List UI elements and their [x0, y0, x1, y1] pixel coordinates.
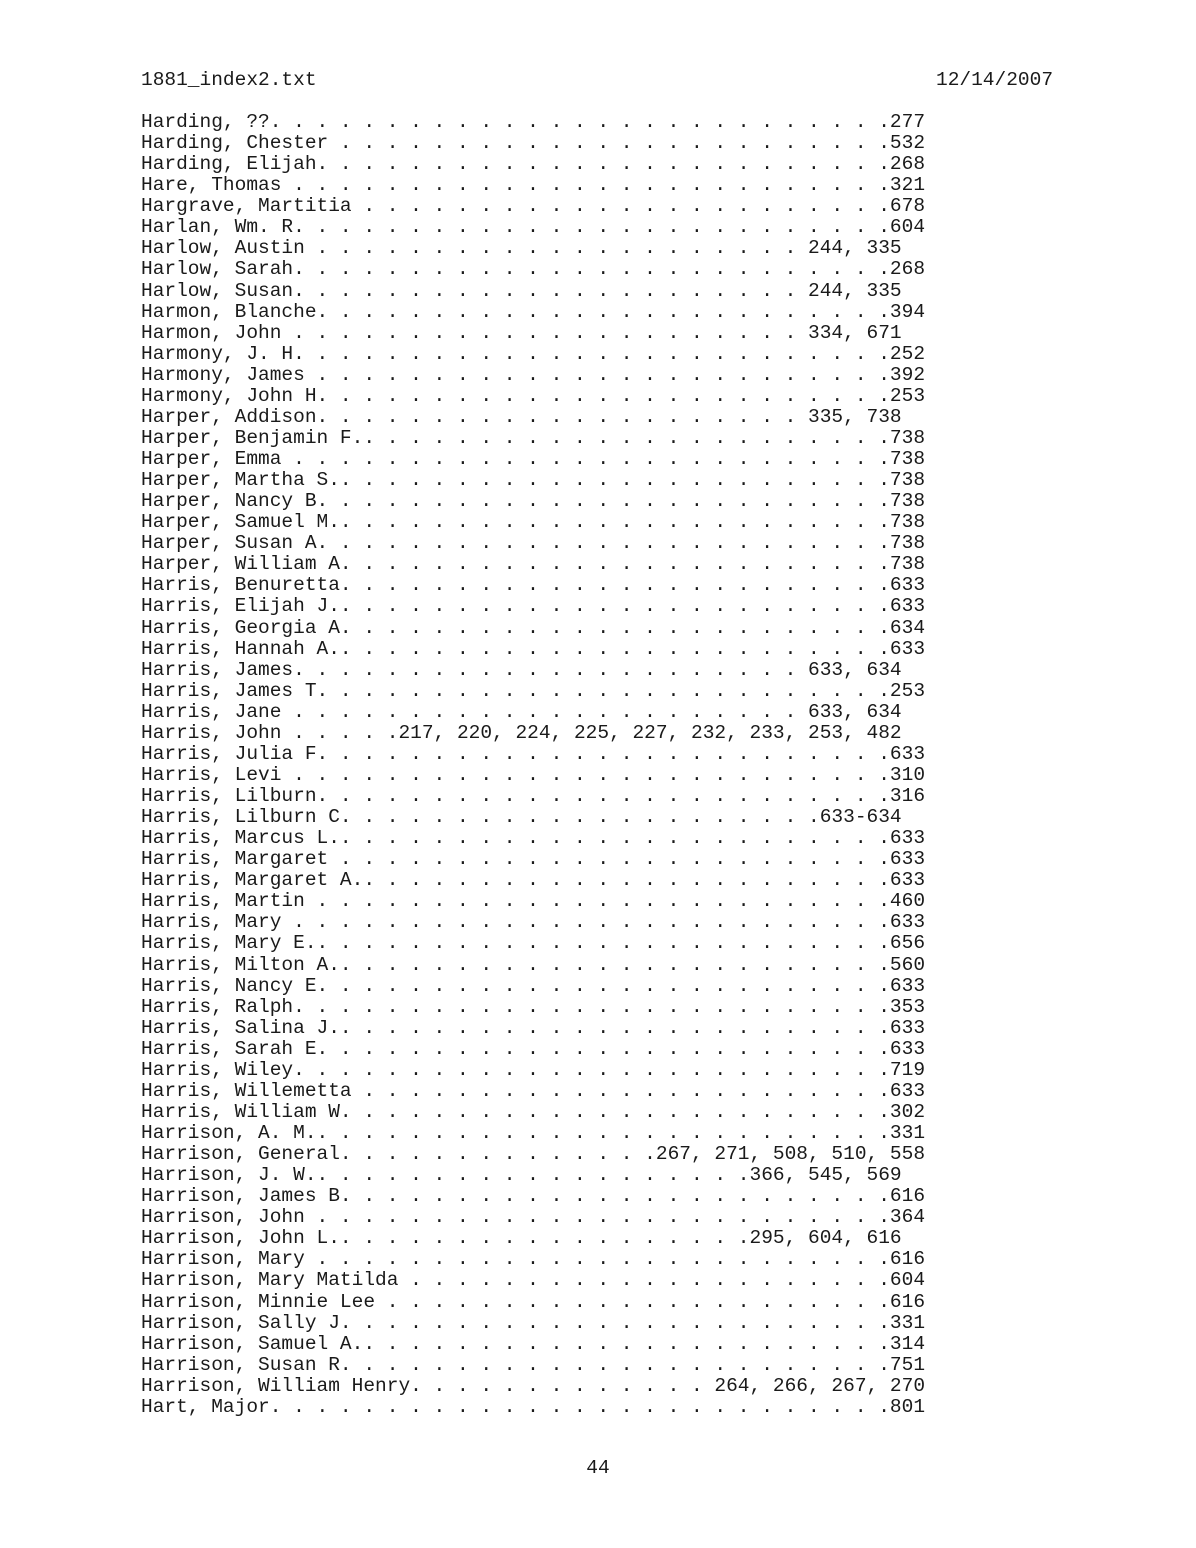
- index-entry: Harlow, Sarah. . . . . . . . . . . . . . . . . . . . . . . . . .268: [141, 258, 926, 281]
- index-entry: Harrison, J. W.. . . . . . . . . . . . . . . . . . .366, 545, 569: [141, 1164, 902, 1187]
- index-entry: Harrison, General. . . . . . . . . . . . . .267, 271, 508, 510, 558: [141, 1143, 926, 1166]
- index-entry: Harris, Sarah E. . . . . . . . . . . . . . . . . . . . . . . . .633: [141, 1037, 926, 1060]
- index-entry: Harris, Jane . . . . . . . . . . . . . . . . . . . . . . 633, 634: [141, 700, 902, 723]
- index-entry: Harrison, John L.. . . . . . . . . . . . . . . . . .295, 604, 616: [141, 1227, 902, 1250]
- index-entry: Harrison, Susan R. . . . . . . . . . . . . . . . . . . . . . . .751: [141, 1353, 926, 1376]
- index-entry: Harris, Nancy E. . . . . . . . . . . . . . . . . . . . . . . . .633: [141, 974, 926, 997]
- index-entry: Harris, Georgia A. . . . . . . . . . . . . . . . . . . . . . . .634: [141, 616, 926, 639]
- index-entry: Harper, William A. . . . . . . . . . . . . . . . . . . . . . . .738: [141, 553, 926, 576]
- index-entry: Harris, William W. . . . . . . . . . . . . . . . . . . . . . . .302: [141, 1100, 926, 1123]
- index-entry: Harrison, William Henry. . . . . . . . . . . . . 264, 266, 267, 270: [141, 1374, 926, 1397]
- index-entry: Harper, Susan A. . . . . . . . . . . . . . . . . . . . . . . . .738: [141, 532, 926, 555]
- index-entry: Harris, Mary . . . . . . . . . . . . . . . . . . . . . . . . . .633: [141, 911, 926, 934]
- index-entry: Harmon, John . . . . . . . . . . . . . . . . . . . . . . 334, 671: [141, 321, 902, 344]
- index-entry: Harris, Milton A.. . . . . . . . . . . . . . . . . . . . . . . .560: [141, 953, 926, 976]
- index-entry: Harper, Benjamin F.. . . . . . . . . . . . . . . . . . . . . . .738: [141, 426, 926, 449]
- index-entry: Harlow, Austin . . . . . . . . . . . . . . . . . . . . . 244, 335: [141, 237, 902, 260]
- index-entry: Harris, Mary E.. . . . . . . . . . . . . . . . . . . . . . . . .656: [141, 932, 926, 955]
- index-entry: Harlan, Wm. R. . . . . . . . . . . . . . . . . . . . . . . . . .604: [141, 216, 926, 239]
- index-entry: Harris, Margaret . . . . . . . . . . . . . . . . . . . . . . . .633: [141, 848, 926, 871]
- index-entry: Harris, Marcus L.. . . . . . . . . . . . . . . . . . . . . . . .633: [141, 827, 926, 850]
- index-entry: Harrison, Samuel A.. . . . . . . . . . . . . . . . . . . . . . .314: [141, 1332, 926, 1355]
- index-entry: Harris, Julia F. . . . . . . . . . . . . . . . . . . . . . . . .633: [141, 742, 926, 765]
- index-entry: Hargrave, Martitia . . . . . . . . . . . . . . . . . . . . . . .678: [141, 195, 926, 218]
- index-entry: Harding, ??. . . . . . . . . . . . . . . . . . . . . . . . . . .277: [141, 111, 926, 133]
- index-entry: Harris, James. . . . . . . . . . . . . . . . . . . . . . 633, 634: [141, 658, 902, 681]
- index-entry: Harper, Nancy B. . . . . . . . . . . . . . . . . . . . . . . . .738: [141, 490, 926, 513]
- index-entry: Harrison, Mary Matilda . . . . . . . . . . . . . . . . . . . . .604: [141, 1269, 926, 1292]
- index-entry: Harper, Samuel M.. . . . . . . . . . . . . . . . . . . . . . . .738: [141, 511, 926, 534]
- index-entry: Hare, Thomas . . . . . . . . . . . . . . . . . . . . . . . . . .321: [141, 174, 926, 197]
- index-entry: Hart, Major. . . . . . . . . . . . . . . . . . . . . . . . . . .801: [141, 1395, 926, 1418]
- index-entry: Harris, Elijah J.. . . . . . . . . . . . . . . . . . . . . . . .633: [141, 595, 926, 618]
- index-entry: Harding, Elijah. . . . . . . . . . . . . . . . . . . . . . . . .268: [141, 153, 926, 176]
- index-entry: Harrison, Minnie Lee . . . . . . . . . . . . . . . . . . . . . .616: [141, 1290, 926, 1313]
- index-entry: Harmon, Blanche. . . . . . . . . . . . . . . . . . . . . . . . .394: [141, 300, 926, 323]
- index-entry: Harrison, John . . . . . . . . . . . . . . . . . . . . . . . . .364: [141, 1206, 926, 1229]
- index-entry: Harris, Lilburn. . . . . . . . . . . . . . . . . . . . . . . . .316: [141, 785, 926, 807]
- document-date: 12/14/2007: [936, 69, 1054, 91]
- index-entry: Harding, Chester . . . . . . . . . . . . . . . . . . . . . . . .532: [141, 132, 926, 155]
- index-entry: Harrison, James B. . . . . . . . . . . . . . . . . . . . . . . .616: [141, 1185, 926, 1208]
- index-entry: Harris, John . . . . .217, 220, 224, 225, 227, 232, 233, 253, 482: [141, 721, 902, 744]
- index-entry: Harris, Willemetta . . . . . . . . . . . . . . . . . . . . . . .633: [141, 1079, 926, 1102]
- page-number: 44: [586, 1457, 610, 1479]
- index-list: [141, 112, 925, 1418]
- index-entry: Harrison, Mary . . . . . . . . . . . . . . . . . . . . . . . . .616: [141, 1248, 926, 1271]
- index-entry: Harris, Benuretta. . . . . . . . . . . . . . . . . . . . . . . .633: [141, 574, 926, 597]
- index-entry: Harper, Emma . . . . . . . . . . . . . . . . . . . . . . . . . .738: [141, 448, 926, 470]
- index-entry: Harris, Ralph. . . . . . . . . . . . . . . . . . . . . . . . . .353: [141, 995, 926, 1018]
- index-entry: Harper, Addison. . . . . . . . . . . . . . . . . . . . . 335, 738: [141, 405, 902, 428]
- index-entry: Harmony, J. H. . . . . . . . . . . . . . . . . . . . . . . . . .252: [141, 342, 926, 365]
- index-entry: Harris, Lilburn C. . . . . . . . . . . . . . . . . . . . .633-634: [141, 806, 902, 829]
- document-filename: 1881_index2.txt: [141, 69, 317, 91]
- index-entry: Harris, Hannah A.. . . . . . . . . . . . . . . . . . . . . . . .633: [141, 637, 926, 660]
- index-entry: Harris, James T. . . . . . . . . . . . . . . . . . . . . . . . .253: [141, 679, 926, 702]
- index-entry: Harrison, Sally J. . . . . . . . . . . . . . . . . . . . . . . .331: [141, 1311, 926, 1334]
- index-entry: Harmony, James . . . . . . . . . . . . . . . . . . . . . . . . .392: [141, 363, 926, 386]
- index-entry: Harlow, Susan. . . . . . . . . . . . . . . . . . . . . . 244, 335: [141, 279, 902, 302]
- index-entry: Harris, Martin . . . . . . . . . . . . . . . . . . . . . . . . .460: [141, 890, 926, 913]
- index-entry: Harris, Salina J.. . . . . . . . . . . . . . . . . . . . . . . .633: [141, 1016, 926, 1039]
- index-entry: Harris, Wiley. . . . . . . . . . . . . . . . . . . . . . . . . .719: [141, 1058, 926, 1081]
- index-entry: Harrison, A. M.. . . . . . . . . . . . . . . . . . . . . . . . .331: [141, 1122, 926, 1144]
- index-entry: Harmony, John H. . . . . . . . . . . . . . . . . . . . . . . . .253: [141, 384, 926, 407]
- index-entry: Harper, Martha S.. . . . . . . . . . . . . . . . . . . . . . . .738: [141, 469, 926, 492]
- index-entry: Harris, Margaret A.. . . . . . . . . . . . . . . . . . . . . . .633: [141, 869, 926, 892]
- index-entry: Harris, Levi . . . . . . . . . . . . . . . . . . . . . . . . . .310: [141, 763, 926, 786]
